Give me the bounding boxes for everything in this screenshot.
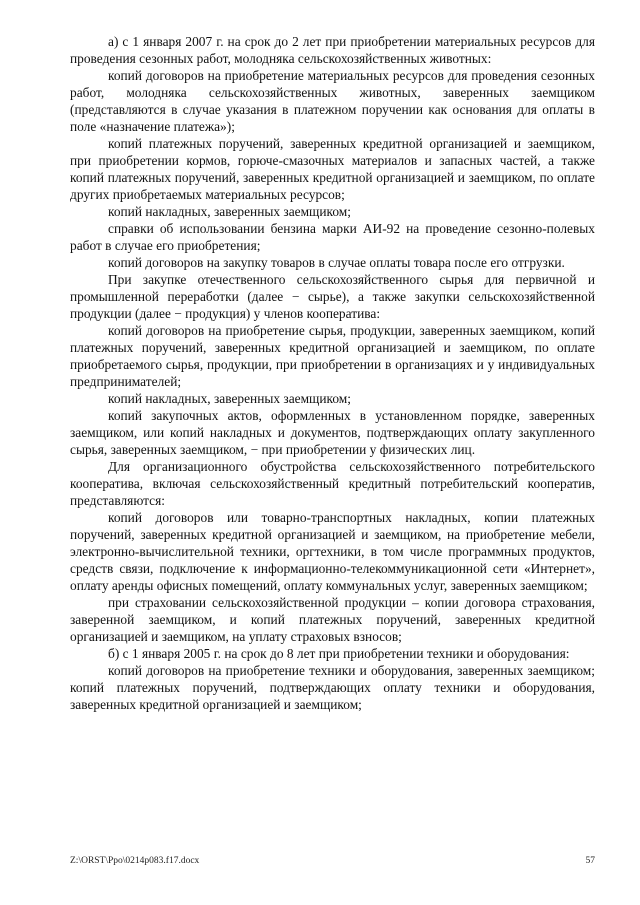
paragraph-invoices-2: копий накладных, заверенных заемщиком; [108, 391, 351, 406]
paragraph-payment-orders: копий платежных поручений, заверенных кредитной организацией и заемщиком, при приобретении кормов, горюче-смазочных материалов и запасных частей, а также копий платежных поручений, заверенных кредитной организацией и заемщиком, по оплате других приобретаемых материальных ресурсов; [70, 136, 595, 202]
paragraph-item-a: а) с 1 января 2007 г. на срок до 2 лет при приобретении материальных ресурсов для проведения сезонных работ, молодняка сельскохозяйственных животных: [70, 34, 595, 66]
paragraph-raw-materials-contracts: копий договоров на приобретение сырья, продукции, заверенных заемщиком, копий платежных поручений, заверенных кредитной организацией и заемщиком, по оплате приобретаемого сырья, продукции, при приобретении в организациях и у индивидуальных предпринимателей; [70, 323, 595, 389]
paragraph-contracts-materials: копий договоров на приобретение материальных ресурсов для проведения сезонных работ, молодняка сельскохозяйственных животных, заверенных заемщиком (представляются в случае указания в платежном поручении как основания для оплаты в поле «назначение платежа»); [70, 68, 595, 134]
paragraph-fuel-certificate: справки об использовании бензина марки АИ-92 на проведение сезонно-полевых работ в случае его приобретения; [70, 221, 595, 253]
page-number: 57 [585, 856, 595, 866]
paragraph-invoices: копий накладных, заверенных заемщиком; [108, 204, 351, 219]
paragraph-insurance: при страховании сельскохозяйственной продукции – копии договора страхования, заверенной заемщиком, и копий платежных поручений, заверенных кредитной организацией и заемщиком, на уплату страховых взносов; [70, 595, 595, 644]
paragraph-purchase-acts: копий закупочных актов, оформленных в установленном порядке, заверенных заемщиком, или копий накладных и документов, подтверждающих оплату закупленного сырья, заверенных заемщиком, − при приобретении у физических лиц. [70, 408, 595, 457]
paragraph-purchase-contracts: копий договоров на закупку товаров в случае оплаты товара после его отгрузки. [108, 255, 565, 270]
paragraph-item-b: б) с 1 января 2005 г. на срок до 8 лет при приобретении техники и оборудования: [108, 646, 570, 661]
paragraph-cooperative-intro: Для организационного обустройства сельскохозяйственного потребительского кооператива, включая сельскохозяйственный кредитный потребительский кооператив, представляются: [70, 459, 595, 508]
footer-file-path: Z:\ORST\Ppo\0214p083.f17.docx [70, 856, 200, 866]
paragraph-raw-materials-intro: При закупке отечественного сельскохозяйственного сырья для первичной и промышленной переработки (далее − сырье), а также закупки сельскохозяйственной продукции (далее − продукция) у членов кооператива: [70, 272, 595, 321]
paragraph-cooperative-documents: копий договоров или товарно-транспортных накладных, копии платежных поручений, заверенных кредитной организацией и заемщиком, на приобретение мебели, электронно-вычислительной техники, оргтехники, в том числе программных продуктов, средств связи, подключение к информационно-телекоммуникационной сети «Интернет», оплату аренды офисных помещений, оплату коммунальных услуг, заверенных заемщиком; [70, 510, 595, 593]
document-body [70, 33, 595, 713]
paragraph-equipment-contracts: копий договоров на приобретение техники и оборудования, заверенных заемщиком; копий платежных поручений, подтверждающих оплату техники и оборудования, заверенных кредитной организацией и заемщиком; [70, 663, 595, 712]
